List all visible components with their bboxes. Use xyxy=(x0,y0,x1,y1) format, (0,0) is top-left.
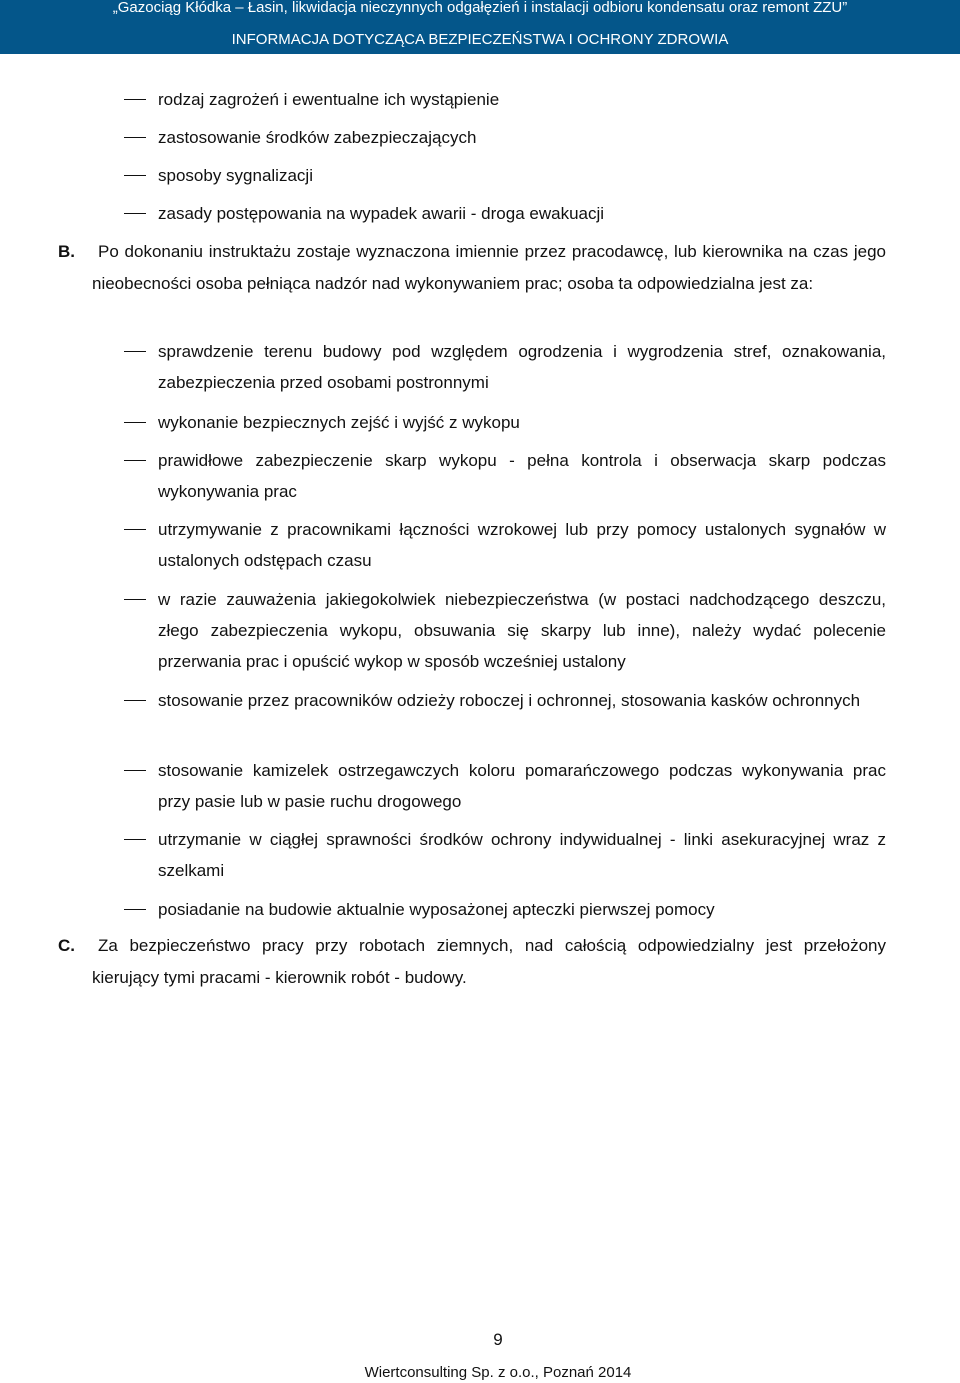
dash-bullet xyxy=(124,460,146,461)
section-b-item: stosowanie kamizelek ostrzegawczych koloru pomarańczowego podczas wykonywania prac przy pasie lub w pasie ruchu drogowego xyxy=(158,761,886,811)
header-subtitle: INFORMACJA DOTYCZĄCA BEZPIECZEŃSTWA I OCHRONY ZDROWIA xyxy=(231,31,729,48)
section-b-item: w razie zauważenia jakiegokolwiek niebezpieczeństwa (w postaci nadchodzącego deszczu, złego zabezpieczenia wykopu, obsuwania się skarpy lub inne), należy wydać polecenie przerwania prac i opuścić wykop w sposób wcześniej ustalony xyxy=(158,590,886,671)
dash-bullet xyxy=(124,770,146,771)
intro-list-item: zastosowanie środków zabezpieczających xyxy=(158,128,477,147)
document-header xyxy=(0,0,960,54)
section-c-label: C. xyxy=(58,936,75,955)
intro-list-item: zasady postępowania na wypadek awarii - droga ewakuacji xyxy=(158,204,605,223)
intro-list-item: rodzaj zagrożeń i ewentualne ich wystąpienie xyxy=(158,90,500,109)
footer-text: Wiertconsulting Sp. z o.o., Poznań 2014 xyxy=(364,1364,632,1381)
dash-bullet xyxy=(124,137,146,138)
dash-bullet xyxy=(124,700,146,701)
dash-bullet xyxy=(124,351,146,352)
header-title: „Gazociąg Kłódka – Łasin, likwidacja nieczynnych odgałęzień i instalacji odbioru kondensatu oraz remont ZZU” xyxy=(112,0,848,16)
page-number: 9 xyxy=(493,1330,503,1349)
dash-bullet xyxy=(124,99,146,100)
section-b-item: sprawdzenie terenu budowy pod względem ogrodzenia i wygrodzenia stref, oznakowania, zabezpieczenia przed osobami postronnymi xyxy=(158,342,886,392)
section-b-item: utrzymywanie z pracownikami łączności wzrokowej lub przy pomocy ustalonych sygnałów w ustalonych odstępach czasu xyxy=(158,520,886,570)
section-b-item: posiadanie na budowie aktualnie wyposażonej apteczki pierwszej pomocy xyxy=(158,900,715,919)
section-b-item: wykonanie bezpiecznych zejść i wyjść z wykopu xyxy=(158,413,520,432)
dash-bullet xyxy=(124,839,146,840)
intro-list-item: sposoby sygnalizacji xyxy=(158,166,313,185)
section-b-item: prawidłowe zabezpieczenie skarp wykopu - pełna kontrola i obserwacja skarp podczas wykonywania prac xyxy=(158,451,886,501)
section-b-item: utrzymanie w ciągłej sprawności środków ochrony indywidualnej - linki asekuracyjnej wraz z szelkami xyxy=(158,830,886,880)
dash-bullet xyxy=(124,909,146,910)
dash-bullet xyxy=(124,599,146,600)
dash-bullet xyxy=(124,422,146,423)
section-b-text: Po dokonaniu instruktażu zostaje wyznaczona imiennie przez pracodawcę, lub kierownika na czas jego nieobecności osoba pełniąca nadzór nad wykonywaniem prac; osoba ta odpowiedzialna jest za: xyxy=(92,242,886,293)
dash-bullet xyxy=(124,213,146,214)
dash-bullet xyxy=(124,175,146,176)
dash-bullet xyxy=(124,529,146,530)
section-c-text: Za bezpieczeństwo pracy przy robotach ziemnych, nad całością odpowiedzialny jest przełożony kierujący tymi pracami - kierownik robót - budowy. xyxy=(92,936,886,987)
section-b-label: B. xyxy=(58,242,75,261)
section-b-item: stosowanie przez pracowników odzieży roboczej i ochronnej, stosowania kasków ochronnych xyxy=(158,691,861,710)
